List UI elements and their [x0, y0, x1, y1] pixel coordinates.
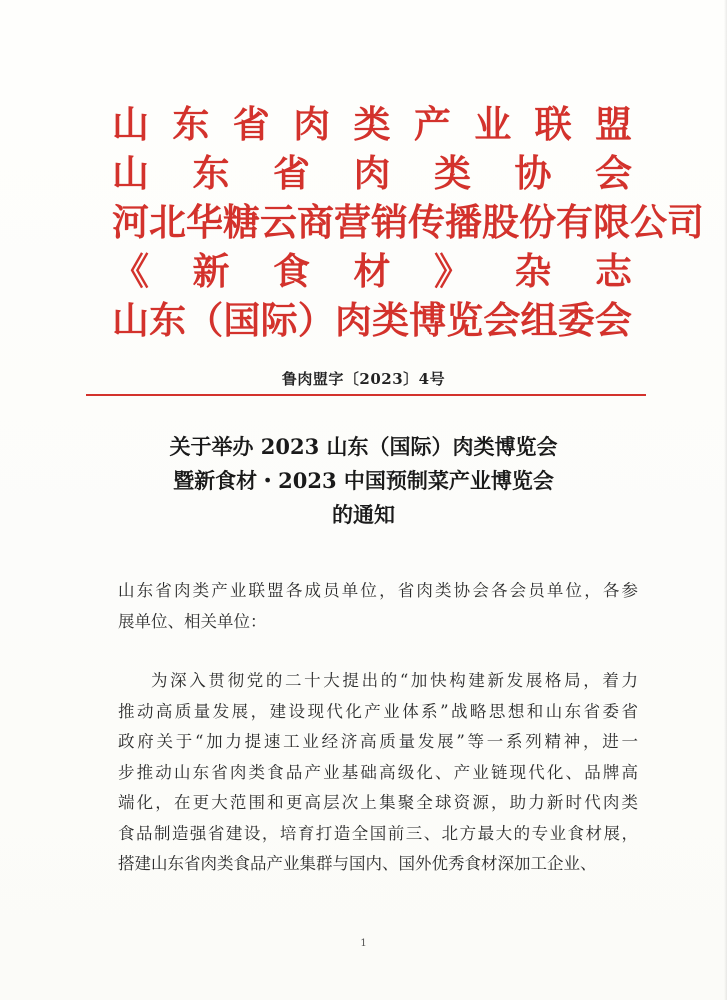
- page-number: 1: [360, 938, 367, 949]
- salutation: [118, 576, 638, 637]
- body-line-4: 步推动山东省肉类食品产业基础高级化、产业链现代化、品牌高: [118, 762, 638, 782]
- issuer-char: 省: [273, 151, 310, 195]
- issuer-char: （: [186, 298, 224, 342]
- issuer-char: 类: [434, 151, 471, 195]
- issuer-char: 志: [595, 249, 632, 293]
- issuer-char: 类: [353, 102, 391, 146]
- issuer-char: 营: [334, 200, 371, 244]
- issuer-char: 际: [260, 298, 298, 342]
- salutation-line-1: 山东省肉类产业联盟各成员单位，省肉类协会各会员单位，各参: [118, 581, 638, 600]
- issuer-line-3: [112, 200, 704, 244]
- body-line-2: 推动高质量发展，建设现代化产业体系”战略思想和山东省委省: [118, 701, 638, 721]
- issuer-char: 限: [593, 200, 630, 244]
- issuer-char: 博: [409, 298, 447, 342]
- issuer-char: 糖: [223, 200, 260, 244]
- title-line-3: 的通知: [332, 502, 395, 527]
- issuer-char: 商: [297, 200, 334, 244]
- title-line-2: 暨新食材・2023 中国预制菜产业博览会: [173, 468, 554, 493]
- body-line-5: 端化，在更大范围和更高层次上集聚全球资源，助力新时代肉类: [118, 793, 638, 812]
- issuer-char: 河: [112, 200, 149, 244]
- issuer-char: 份: [519, 200, 556, 244]
- issuer-char: 肉: [293, 102, 331, 146]
- issuer-char: 股: [482, 200, 519, 244]
- issuer-char: 食: [273, 249, 310, 293]
- issuer-char: 山: [112, 102, 149, 146]
- issuer-line-1: [112, 102, 632, 146]
- notice-title: [0, 430, 727, 532]
- issuer-char: 东: [172, 102, 210, 146]
- document-number: 鲁肉盟字〔2023〕4号: [281, 370, 446, 388]
- red-divider-line: [86, 394, 646, 396]
- issuer-char: 联: [534, 102, 572, 146]
- body-paragraph: [118, 666, 638, 880]
- issuer-char: 委: [557, 298, 595, 342]
- issuer-char: 播: [445, 200, 482, 244]
- issuer-char: 业: [474, 102, 512, 146]
- issuer-char: 会: [595, 151, 632, 195]
- issuer-char: 览: [446, 298, 484, 342]
- issuer-char: 会: [594, 298, 632, 342]
- body-line-6: 食品制造强省建设，培育打造全国前三、北方最大的专业食材展，: [118, 823, 638, 843]
- issuer-char: 山: [112, 298, 149, 342]
- issuer-char: 省: [232, 102, 270, 146]
- issuer-char: 协: [514, 151, 552, 195]
- issuer-char: 产: [413, 102, 451, 146]
- issuer-char: 云: [260, 200, 297, 244]
- issuer-char: 》: [434, 249, 471, 293]
- issuer-line-2: [112, 151, 632, 195]
- issuer-char: 肉: [334, 298, 372, 342]
- issuer-char: 盟: [595, 102, 632, 146]
- issuer-char: 传: [408, 200, 445, 244]
- issuer-char: 肉: [353, 151, 391, 195]
- issuer-char: 有: [556, 200, 593, 244]
- title-line-1: 关于举办 2023 山东（国际）肉类博览会: [169, 434, 558, 459]
- issuer-char: 杂: [514, 249, 552, 293]
- issuer-char: 材: [353, 249, 391, 293]
- body-line-3: 政府关于“加力提速工业经济高质量发展”等一系列精神，进一: [118, 732, 638, 751]
- issuer-char: 北: [149, 200, 186, 244]
- issuer-char: 东: [192, 151, 230, 195]
- body-line-1: 为深入贯彻党的二十大提出的“加快构建新发展格局，着力: [151, 671, 638, 690]
- issuer-char: 组: [520, 298, 558, 342]
- issuer-char: 东: [149, 298, 187, 342]
- issuer-char: 司: [667, 200, 704, 244]
- issuer-char: 国: [223, 298, 261, 342]
- issuer-char: 类: [371, 298, 409, 342]
- issuer-char: 山: [112, 151, 149, 195]
- issuer-char: 销: [371, 200, 408, 244]
- issuer-line-4: [112, 249, 632, 293]
- issuer-char: 《: [112, 249, 149, 293]
- issuer-char: 新: [192, 249, 230, 293]
- body-line-7: 搭建山东省肉类食品产业集群与国内、国外优秀食材深加工企业、: [118, 854, 597, 873]
- issuer-char: ）: [297, 298, 335, 342]
- issuer-char: 华: [186, 200, 223, 244]
- issuer-char: 会: [483, 298, 521, 342]
- salutation-line-2: 展单位、相关单位：: [118, 611, 267, 631]
- issuer-line-5: [112, 298, 632, 342]
- issuer-char: 公: [630, 200, 667, 244]
